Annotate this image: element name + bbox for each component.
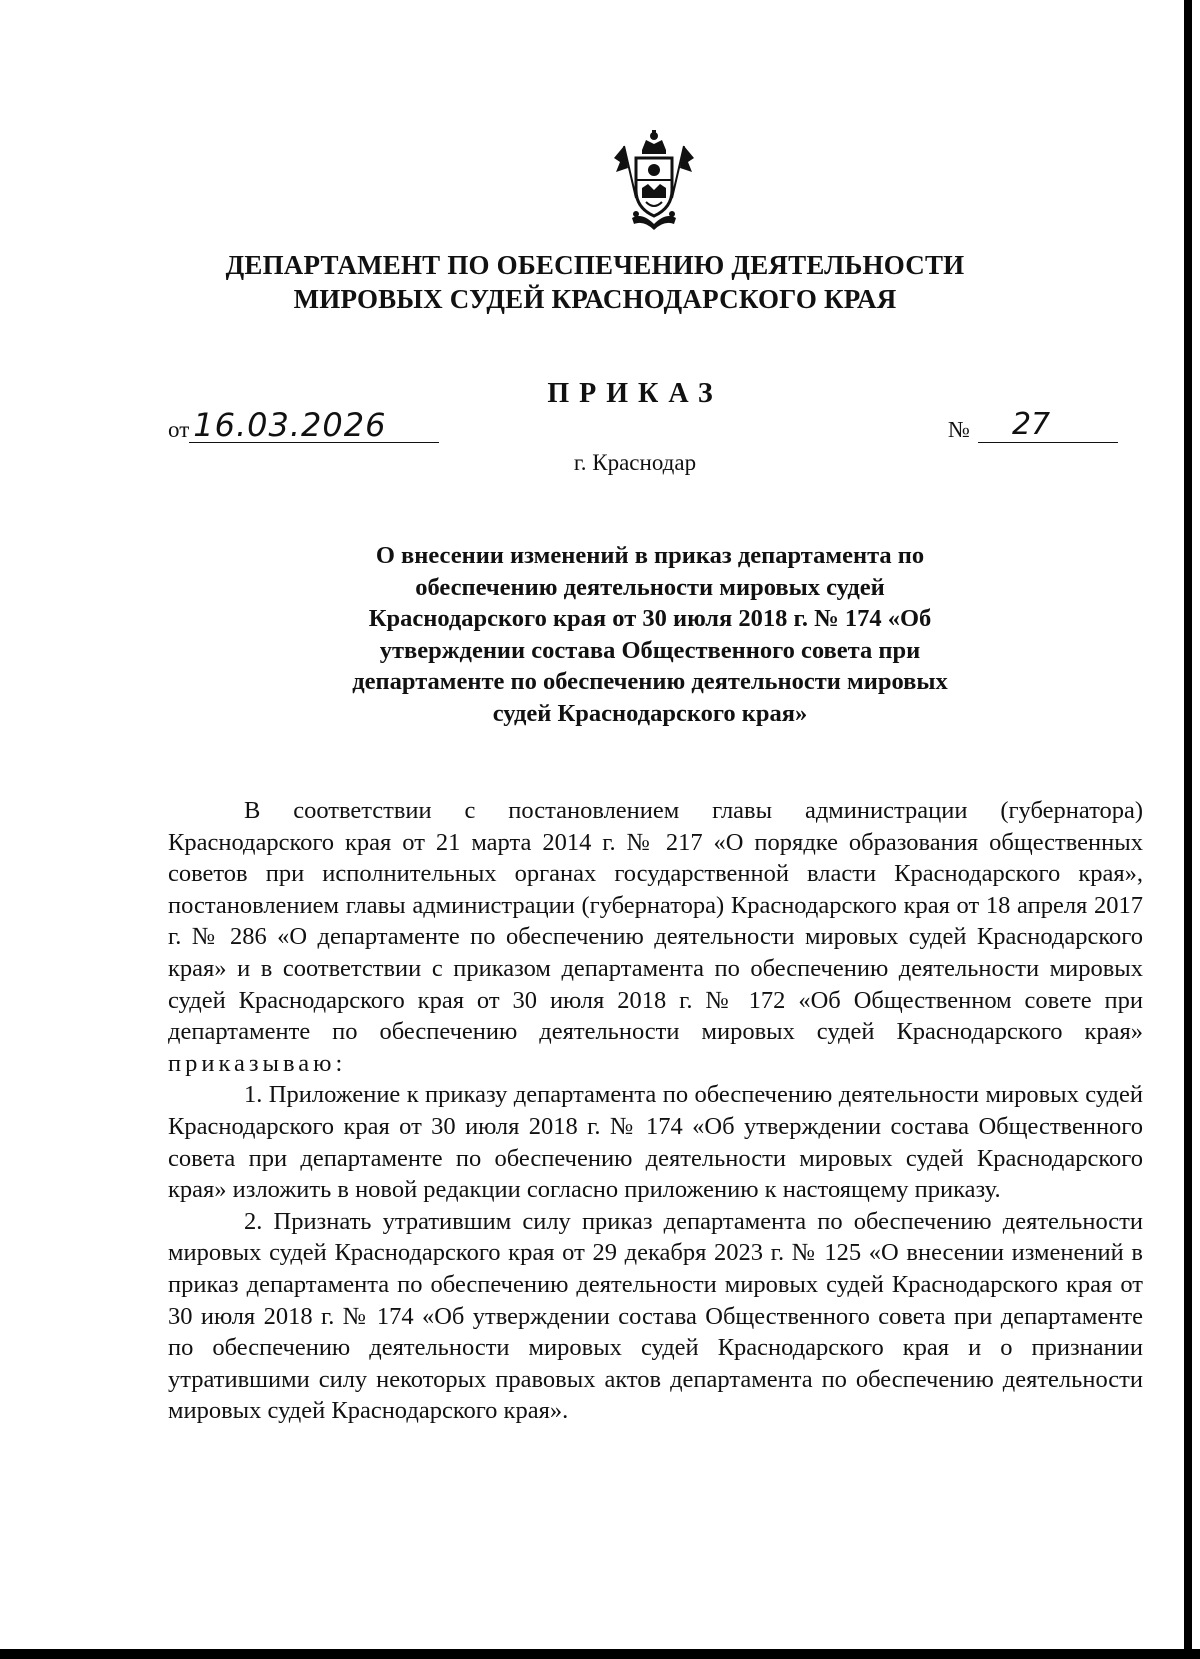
scan-border-bottom <box>0 1649 1200 1659</box>
scan-border-right <box>1184 0 1192 1659</box>
from-label: от <box>168 417 190 442</box>
preamble-paragraph <box>168 795 1143 1079</box>
coat-of-arms-icon <box>612 128 696 232</box>
handwritten-number: 27 <box>978 408 1118 443</box>
item-2-paragraph: 2. Признать утратившим силу приказ департамента по обеспечению деятельности мировых судей Краснодарского края от 29 декабря 2023 г. № 125 «О внесении изменений в приказ департамента по обеспечению деятельности мировых судей Краснодарского края от 30 июля 2018 г. № 174 «Об утверждении состава Общественного совета при департаменте по обеспечению деятельности мировых судей Краснодарского края и о признании утратившими силу некоторых правовых актов департамента по обеспечению деятельности мировых судей Краснодарского края». <box>168 1207 1143 1425</box>
handwritten-date: 16.03.2026 <box>189 408 439 443</box>
date-line <box>168 408 439 443</box>
title-line: Краснодарского края от 30 июля 2018 г. № 174 «Об <box>368 605 932 632</box>
department-name-line2: МИРОВЫХ СУДЕЙ КРАСНОДАРСКОГО КРАЯ <box>293 284 897 314</box>
title-line: судей Краснодарского края» <box>492 699 808 727</box>
title-line: О внесении изменений в приказ департамента по <box>375 542 925 569</box>
department-name <box>200 248 990 316</box>
preamble-text: В соответствии с постановлением главы администрации (губернатора) Краснодарского края от 21 марта 2014 г. № 217 «О порядке образования общественных советов при исполнительных органах государственной власти Краснодарского края», постановлением главы администрации (губернатора) Краснодарского края от 18 апреля 2017 г. № 286 «О департаменте по обеспечению деятельности мировых судей Краснодарского края» и в соответствии с приказом департамента по обеспечению деятельности мировых судей Краснодарского края от 30 июля 2018 г. № 172 «Об Общественном совете при департаменте по обеспечению деятельности мировых судей Краснодарского края» <box>168 797 1143 1046</box>
number-line <box>948 408 1118 443</box>
order-word: приказываю: <box>168 1049 347 1077</box>
item-1-paragraph: 1. Приложение к приказу департамента по обеспечению деятельности мировых судей Краснодарского края от 30 июля 2018 г. № 174 «Об утверждении состава Общественного совета при департаменте по обеспечению деятельности мировых судей Краснодарского края» изложить в новой редакции согласно приложению к настоящему приказу. <box>168 1081 1143 1204</box>
document-title <box>280 540 1020 729</box>
title-line: департаменте по обеспечению деятельности мировых <box>352 668 948 695</box>
number-label: № <box>948 417 970 442</box>
document-type: ПРИКАЗ <box>547 378 723 409</box>
title-line: обеспечению деятельности мировых судей <box>415 573 885 601</box>
title-line: утверждении состава Общественного совета при <box>379 636 921 664</box>
department-name-line1: ДЕПАРТАМЕНТ ПО ОБЕСПЕЧЕНИЮ ДЕЯТЕЛЬНОСТИ <box>225 250 965 280</box>
city: г. Краснодар <box>573 450 697 475</box>
document-body <box>168 795 1143 1427</box>
